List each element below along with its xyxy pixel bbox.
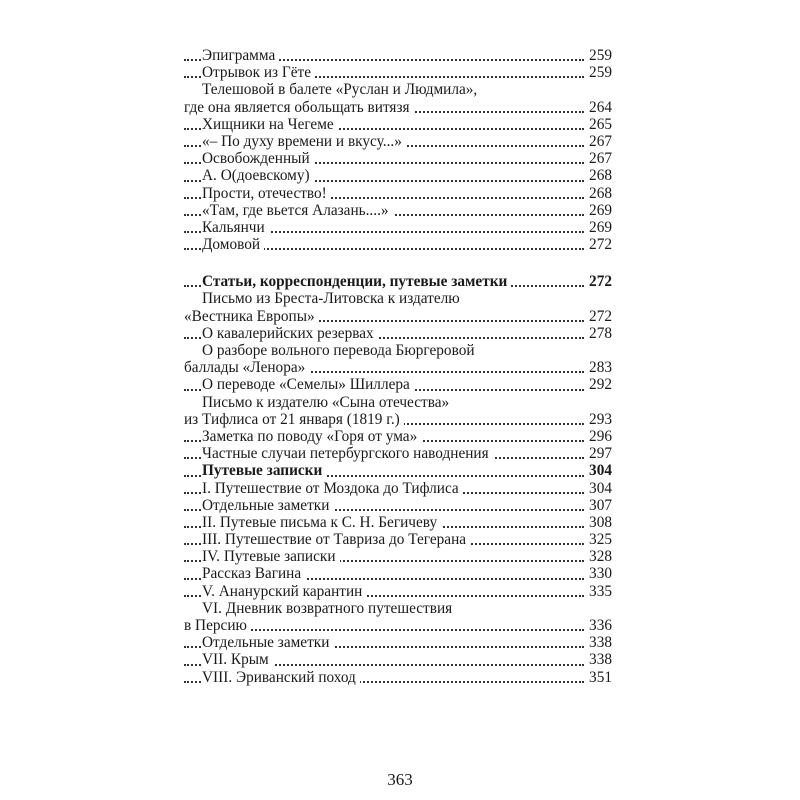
toc-entry-page: 278 bbox=[585, 325, 612, 342]
toc-entry-title: где она является обольщать витязя bbox=[184, 99, 414, 116]
toc-entry-page: 328 bbox=[585, 548, 612, 565]
toc-entry bbox=[184, 47, 612, 64]
toc-entry-page: 335 bbox=[585, 583, 612, 600]
toc-entry-title: «Вестника Европы» bbox=[184, 308, 319, 325]
toc-entry bbox=[184, 394, 612, 411]
page-number: 363 bbox=[387, 770, 413, 789]
toc-entry bbox=[184, 64, 612, 81]
toc-entry bbox=[184, 325, 612, 342]
toc-entry bbox=[184, 150, 612, 167]
toc-entry-title: «– По духу времени и вкусу...» bbox=[202, 133, 406, 150]
toc-entry bbox=[184, 634, 612, 651]
toc-entry bbox=[184, 514, 612, 531]
toc-entry-page: 268 bbox=[585, 167, 612, 184]
toc-entry bbox=[184, 445, 612, 462]
toc-entry bbox=[184, 359, 612, 376]
toc-entry-title: О переводе «Семелы» Шиллера bbox=[202, 376, 414, 393]
toc-entry bbox=[184, 480, 612, 497]
toc-entry-page: 338 bbox=[585, 651, 612, 668]
toc-entry-title: Рассказ Вагина bbox=[202, 565, 305, 582]
toc-entry-title: Отдельные заметки bbox=[202, 634, 333, 651]
toc-entry-page: 292 bbox=[585, 376, 612, 393]
toc-entry bbox=[184, 617, 612, 634]
toc-entry-title: VI. Дневник возвратного путешествия bbox=[202, 600, 456, 617]
toc-entry-title: О разборе вольного перевода Бюргеровой bbox=[202, 342, 479, 359]
toc-entry-title: Хищники на Чегеме bbox=[202, 116, 338, 133]
toc-entry bbox=[184, 167, 612, 184]
toc-entry-title: VII. Крым bbox=[202, 651, 273, 668]
toc-entry bbox=[184, 133, 612, 150]
toc-entry-page: 269 bbox=[585, 202, 612, 219]
toc-entry-page: 325 bbox=[585, 531, 612, 548]
toc-entry-title: Кальянчи bbox=[202, 219, 269, 236]
toc-entry-title: Прости, отечество! bbox=[202, 185, 331, 202]
toc-section-heading bbox=[184, 273, 612, 290]
toc-entry bbox=[184, 669, 612, 686]
toc-entry-page: 267 bbox=[585, 133, 612, 150]
toc-entry bbox=[184, 600, 612, 617]
toc-entry bbox=[184, 376, 612, 393]
toc-entry-title: Освобожденный bbox=[202, 150, 314, 167]
toc-entry-page: 304 bbox=[585, 480, 612, 497]
toc-entry bbox=[184, 236, 612, 253]
toc-entry-title: в Персию bbox=[184, 617, 251, 634]
toc-entry-title: «Там, где вьется Алазань....» bbox=[202, 202, 393, 219]
toc-entry-page: 259 bbox=[585, 47, 612, 64]
toc-entry bbox=[184, 99, 612, 116]
toc-entry bbox=[184, 548, 612, 565]
toc-entry-title: Отдельные заметки bbox=[202, 497, 333, 514]
toc-entry-page: 336 bbox=[585, 617, 612, 634]
toc-entry-page: 283 bbox=[585, 359, 612, 376]
toc-entry-title: Телешовой в балете «Руслан и Людмила», bbox=[202, 81, 481, 98]
toc-entry-title: из Тифлиса от 21 января (1819 г.) bbox=[184, 411, 404, 428]
toc-entry bbox=[184, 565, 612, 582]
toc-entry-page: 264 bbox=[585, 99, 612, 116]
toc-entry-page: 272 bbox=[585, 273, 612, 290]
toc-entry bbox=[184, 81, 612, 98]
toc-entry-page: 297 bbox=[585, 445, 612, 462]
toc-entry-title: I. Путешествие от Моздока до Тифлиса bbox=[202, 480, 463, 497]
toc-entry bbox=[184, 497, 612, 514]
toc-entry bbox=[184, 116, 612, 133]
toc-entry bbox=[184, 202, 612, 219]
toc-entry bbox=[184, 290, 612, 307]
toc-entry-title: баллады «Ленора» bbox=[184, 359, 309, 376]
table-of-contents bbox=[184, 47, 612, 686]
toc-entry-title: Путевые записки bbox=[202, 462, 326, 479]
toc-entry bbox=[184, 219, 612, 236]
toc-entry bbox=[184, 342, 612, 359]
toc-entry-page: 307 bbox=[585, 497, 612, 514]
toc-entry-title: IV. Путевые записки bbox=[202, 548, 340, 565]
toc-entry-title: V. Ананурский карантин bbox=[202, 583, 366, 600]
toc-entry-page: 330 bbox=[585, 565, 612, 582]
toc-entry-page: 272 bbox=[585, 308, 612, 325]
toc-entry-page: 338 bbox=[585, 634, 612, 651]
toc-entry-title: Заметка по поводу «Горя от ума» bbox=[202, 428, 421, 445]
toc-entry-page: 351 bbox=[585, 669, 612, 686]
toc-entry bbox=[184, 531, 612, 548]
toc-entry-title: Статьи, корреспонденции, путевые заметки bbox=[202, 273, 511, 290]
toc-entry bbox=[184, 428, 612, 445]
toc-entry-page: 308 bbox=[585, 514, 612, 531]
toc-entry-title: Частные случаи петербургского наводнения bbox=[202, 445, 493, 462]
toc-entry-page: 267 bbox=[585, 150, 612, 167]
toc-entry bbox=[184, 185, 612, 202]
toc-entry-page: 269 bbox=[585, 219, 612, 236]
toc-entry-page: 296 bbox=[585, 428, 612, 445]
toc-entry bbox=[184, 583, 612, 600]
toc-entry-title: Эпиграмма bbox=[202, 47, 279, 64]
toc-entry bbox=[184, 411, 612, 428]
toc-entry-page: 265 bbox=[585, 116, 612, 133]
toc-entry-title: Отрывок из Гёте bbox=[202, 64, 315, 81]
toc-entry-title: Письмо из Бреста-Литовска к издателю bbox=[202, 290, 464, 307]
toc-entry-page: 272 bbox=[585, 236, 612, 253]
toc-entry-title: Домовой bbox=[202, 236, 264, 253]
toc-entry-title: О кавалерийских резервах bbox=[202, 325, 378, 342]
toc-entry-title: Письмо к издателю «Сына отечества» bbox=[202, 394, 453, 411]
toc-entry-title: А. О(доевскому) bbox=[202, 167, 314, 184]
toc-entry-title: VIII. Эриванский поход bbox=[202, 669, 360, 686]
toc-section-heading bbox=[184, 462, 612, 479]
toc-entry-title: II. Путевые письма к С. Н. Бегичеву bbox=[202, 514, 441, 531]
toc-entry-page: 293 bbox=[585, 411, 612, 428]
toc-entry bbox=[184, 308, 612, 325]
toc-entry-title: III. Путешествие от Тавриза до Тегерана bbox=[202, 531, 470, 548]
toc-entry-page: 268 bbox=[585, 185, 612, 202]
toc-entry-page: 304 bbox=[585, 462, 612, 479]
toc-entry bbox=[184, 651, 612, 668]
toc-entry-page: 259 bbox=[585, 64, 612, 81]
